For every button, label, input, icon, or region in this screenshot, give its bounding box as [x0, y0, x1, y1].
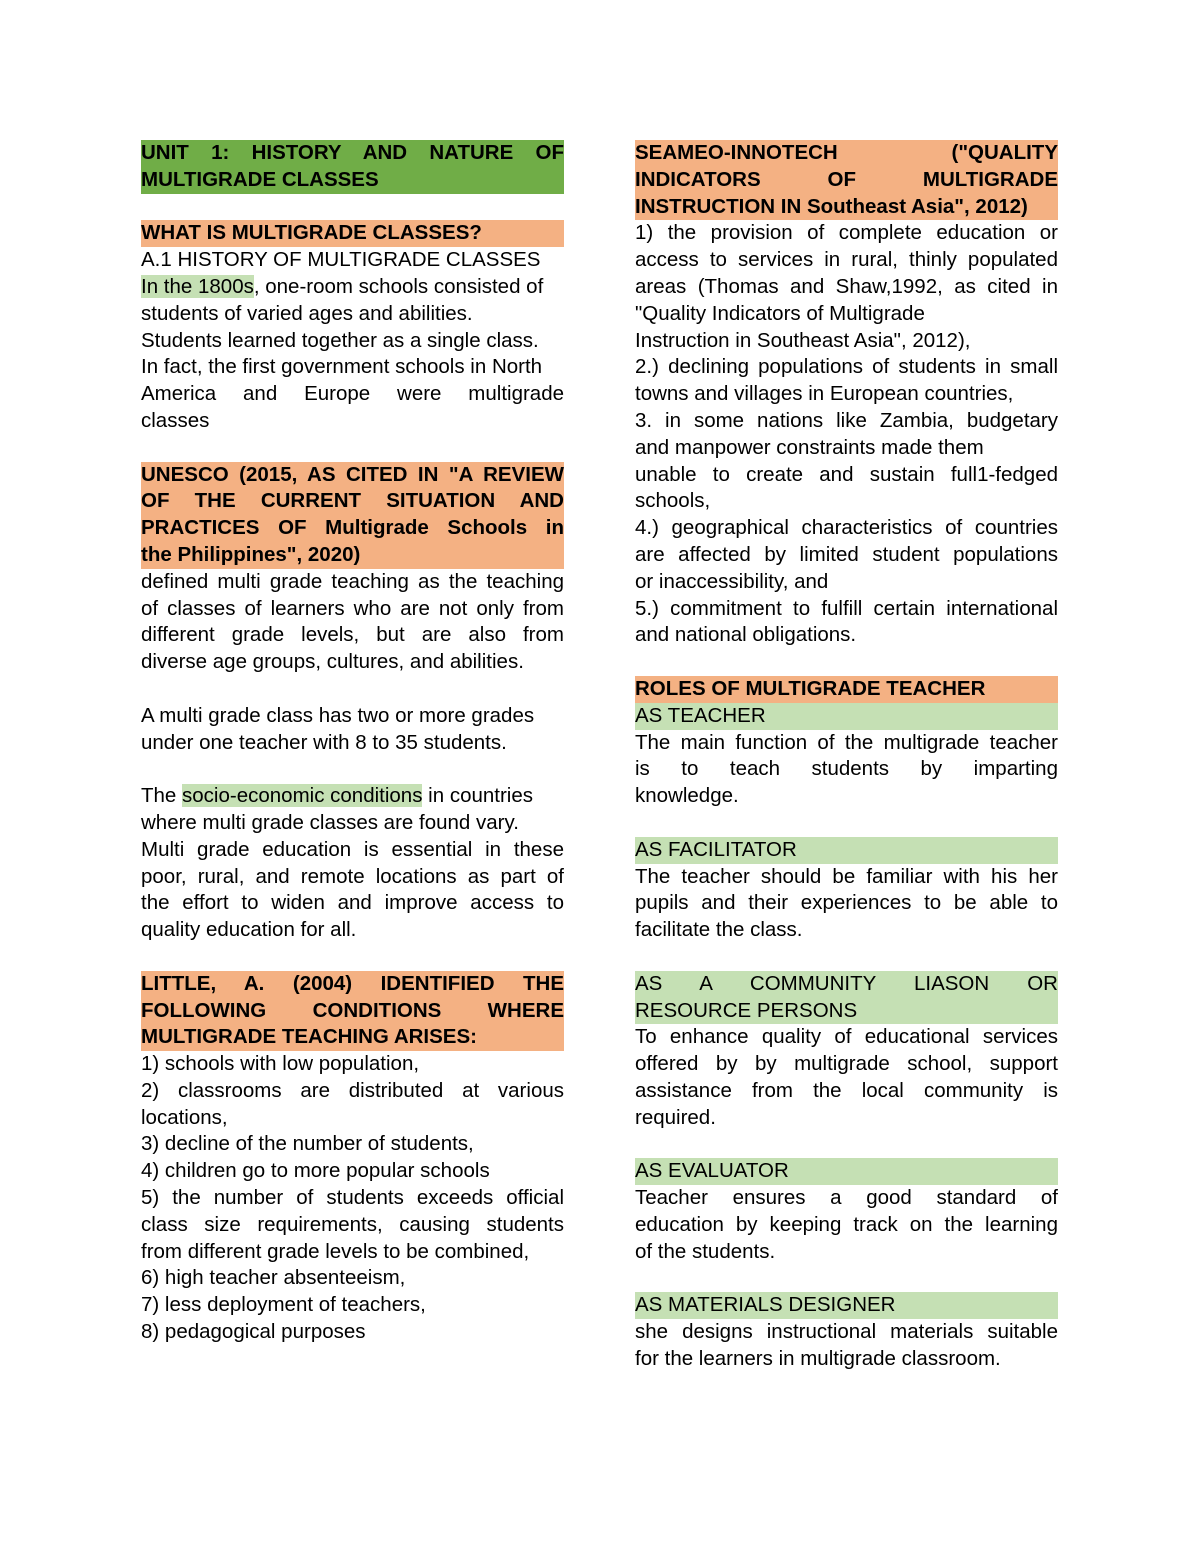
body-line: America and Europe were multigrade [141, 382, 564, 406]
unit-title [141, 140, 564, 194]
unesco-heading-line: the Philippines", 2020) [141, 542, 564, 569]
body-line: for the learners in multigrade classroom. [635, 1346, 1001, 1370]
body-line: defined multi grade teaching as the teaching [141, 569, 564, 593]
unit-title-line: MULTIGRADE CLASSES [141, 167, 564, 194]
unesco-heading-line: OF THE CURRENT SITUATION AND [141, 488, 564, 515]
left-column [141, 140, 564, 1346]
body-line: areas (Thomas and Shaw,1992, as cited in [635, 274, 1058, 298]
body-line: students of varied ages and abilities. [141, 301, 473, 325]
socio-pre: The [141, 784, 183, 808]
body-line: assistance from the local community is [635, 1078, 1058, 1102]
teacher-heading: AS TEACHER [635, 703, 1058, 730]
body-line: different grade levels, but are also from [141, 623, 564, 647]
body-line: knowledge. [635, 784, 739, 808]
body-line: classes [141, 408, 210, 432]
liason-heading-line: AS A COMMUNITY LIASON OR [635, 971, 1058, 998]
unesco-heading [141, 462, 564, 569]
body-line: under one teacher with 8 to 35 students. [141, 730, 507, 754]
body-line: are affected by limited student populations [635, 542, 1058, 566]
liason-heading [635, 971, 1058, 1025]
body-line: 3. in some nations like Zambia, budgetary [635, 408, 1058, 432]
roles-heading: ROLES OF MULTIGRADE TEACHER [635, 676, 1058, 703]
list-item: 5) the number of students exceeds official [141, 1186, 564, 1210]
body-line: she designs instructional materials suitable [635, 1320, 1058, 1344]
body-line: access to services in rural, thinly populated [635, 248, 1058, 272]
body-line: the effort to widen and improve access to [141, 891, 564, 915]
body-line: Students learned together as a single class. [141, 328, 539, 352]
evaluator-heading: AS EVALUATOR [635, 1158, 1058, 1185]
list-item: 3) decline of the number of students, [141, 1132, 474, 1156]
body-line: To enhance quality of educational services [635, 1025, 1058, 1049]
body-line: "Quality Indicators of Multigrade [635, 301, 925, 325]
seameo-heading [635, 140, 1058, 220]
body-line: unable to create and sustain full1-fedged [635, 462, 1058, 486]
seameo-heading-line: INDICATORS OF MULTIGRADE [635, 167, 1058, 194]
body-line: In fact, the first government schools in North [141, 355, 543, 379]
history-highlight: In the 1800s [141, 274, 254, 298]
list-item: 8) pedagogical purposes [141, 1320, 366, 1344]
socio-highlight: socio-economic conditions [182, 784, 423, 808]
body-line: of the students. [635, 1239, 776, 1263]
list-item: 6) high teacher absenteeism, [141, 1266, 406, 1290]
unesco-heading-line: PRACTICES OF Multigrade Schools in [141, 515, 564, 542]
body-line: The main function of the multigrade teacher [635, 730, 1058, 754]
facilitator-heading: AS FACILITATOR [635, 837, 1058, 864]
body-line: offered by by multigrade school, support [635, 1052, 1058, 1076]
history-first-rest: , one-room schools consisted of [253, 274, 544, 298]
body-line: schools, [635, 489, 711, 513]
body-line: 4.) geographical characteristics of countries [635, 516, 1058, 540]
body-line: facilitate the class. [635, 918, 803, 942]
body-line: diverse age groups, cultures, and abilities. [141, 650, 524, 674]
body-line: poor, rural, and remote locations as part of [141, 864, 564, 888]
seameo-heading-line: SEAMEO-INNOTECH ("QUALITY [635, 140, 1058, 167]
body-line: 2.) declining populations of students in small [635, 355, 1058, 379]
unit-title-line: UNIT 1: HISTORY AND NATURE OF [141, 140, 564, 167]
list-item: 7) less deployment of teachers, [141, 1293, 426, 1317]
body-line: pupils and their experiences to be able to [635, 891, 1058, 915]
body-line: is to teach students by imparting [635, 757, 1058, 781]
body-line: and national obligations. [635, 623, 857, 647]
list-item: from different grade levels to be combined, [141, 1239, 530, 1263]
little-heading-line: FOLLOWING CONDITIONS WHERE [141, 998, 564, 1025]
body-line: towns and villages in European countries, [635, 382, 1014, 406]
list-item: 4) children go to more popular schools [141, 1159, 490, 1183]
body-line: education by keeping track on the learning [635, 1212, 1058, 1236]
body-line: Teacher ensures a good standard of [635, 1186, 1058, 1210]
list-item: locations, [141, 1105, 228, 1129]
body-line: Multi grade education is essential in these [141, 837, 564, 861]
designer-heading: AS MATERIALS DESIGNER [635, 1292, 1058, 1319]
list-item: class size requirements, causing students [141, 1212, 564, 1236]
little-heading [141, 971, 564, 1051]
body-line: Instruction in Southeast Asia", 2012), [635, 328, 971, 352]
body-line: where multi grade classes are found vary. [141, 810, 519, 834]
body-line: 1) the provision of complete education or [635, 221, 1058, 245]
history-title: A.1 HISTORY OF MULTIGRADE CLASSES [141, 248, 541, 272]
socio-first-line [141, 783, 564, 810]
liason-heading-line: RESOURCE PERSONS [635, 998, 1058, 1025]
history-first-line [141, 274, 564, 301]
body-line: required. [635, 1105, 716, 1129]
little-heading-line: MULTIGRADE TEACHING ARISES: [141, 1024, 564, 1051]
list-item: 2) classrooms are distributed at various [141, 1078, 564, 1102]
socio-post: in countries [422, 784, 533, 808]
body-line: or inaccessibility, and [635, 569, 829, 593]
seameo-heading-line: INSTRUCTION IN Southeast Asia", 2012) [635, 194, 1058, 221]
unesco-heading-line: UNESCO (2015, AS CITED IN "A REVIEW [141, 462, 564, 489]
body-line: 5.) commitment to fulfill certain international [635, 596, 1058, 620]
body-line: quality education for all. [141, 918, 357, 942]
what-heading: WHAT IS MULTIGRADE CLASSES? [141, 220, 564, 247]
body-line: A multi grade class has two or more grades [141, 703, 535, 727]
little-heading-line: LITTLE, A. (2004) IDENTIFIED THE [141, 971, 564, 998]
list-item: 1) schools with low population, [141, 1052, 420, 1076]
body-line: and manpower constraints made them [635, 435, 984, 459]
right-column [635, 140, 1058, 1373]
body-line: The teacher should be familiar with his her [635, 864, 1058, 888]
body-line: of classes of learners who are not only from [141, 596, 564, 620]
